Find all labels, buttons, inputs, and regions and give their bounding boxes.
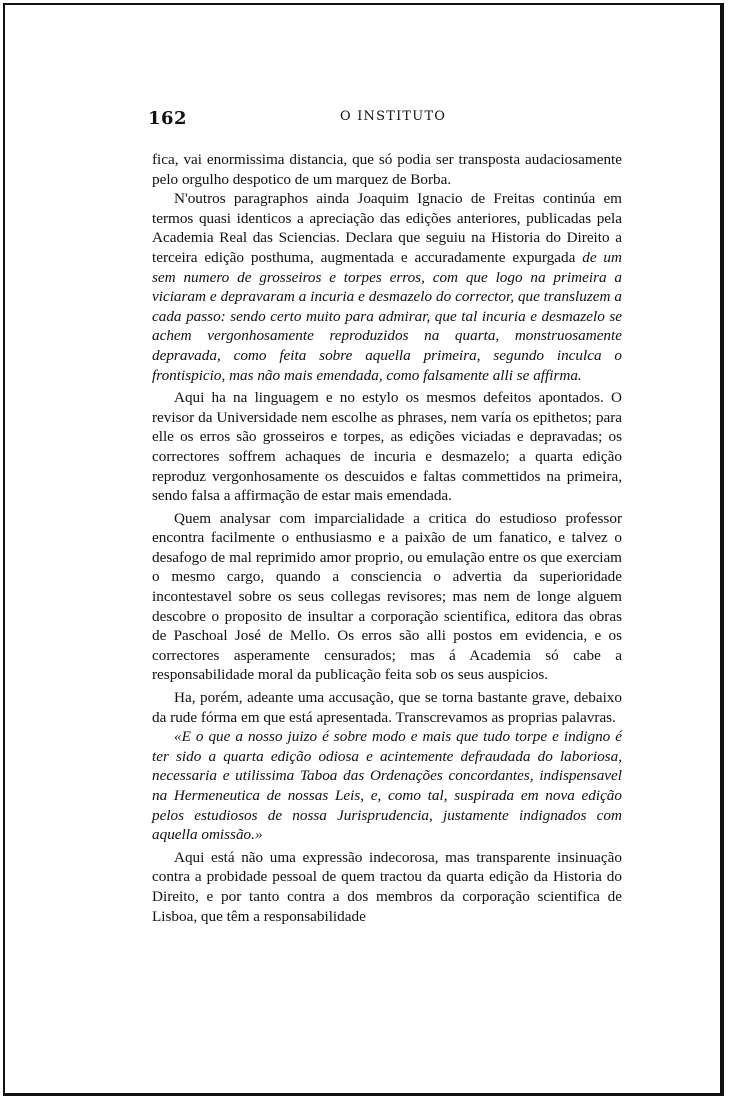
page-number: 162 <box>148 108 188 129</box>
paragraph-2 <box>152 189 622 385</box>
paragraph-text: fica, vai enormissima distancia, que só podia ser transposta audaciosamente pelo orgulho despotico de um marquez de Borba. <box>152 151 622 188</box>
paragraph-1 <box>152 150 622 189</box>
document-page <box>140 100 630 1000</box>
page-header <box>140 100 630 136</box>
paragraph-text: Aqui ha na linguagem e no estylo os mesmos defeitos apontados. O revisor da Universidade nem escolhe as phrases, nem varía os epithetos; para elle os erros são grosseiros e torpes, as edições viciadas e depravadas; os correctores soffrem achaques de incuria e desmazelo; a quarta edição reproduz vergonhosamente os descuidos e faltas commettidos na primeira, sendo falsa a affirmação de estar mais emendada. <box>152 389 622 505</box>
paragraph-text: Ha, porém, adeante uma accusação, que se torna bastante grave, debaixo da rude fórma em que está apresentada. Transcrevamos as proprias palavras. <box>152 689 622 726</box>
body-text <box>152 150 622 926</box>
paragraph-text: Aqui está não uma expressão indecorosa, mas transparente insinuação contra a probidade pessoal de quem tractou da quarta edição da Historia do Direito, e por tanto contra a dos membros da corporação scientifica de Lisboa, que têm a responsabilidade <box>152 848 622 925</box>
paragraph-4 <box>152 509 622 685</box>
paragraph-7 <box>152 848 622 926</box>
paragraph-text: Quem analysar com imparcialidade a critica do estudioso professor encontra facilmente o enthusiasmo e a paixão de um fanatico, e talvez o desafogo de mal reprimido amor proprio, ou emulação entre os que exerciam o mesmo cargo, quando a consciencia o advertia da superioridade incontestavel sobre os seus collegas revisores; mas nem de longe alguem descobre o proposito de insultar a corporação scientifica, editora das obras de Paschoal José de Mello. Os erros são alli postos em evidencia, e os correctores asperamente censurados; mas á Academia só cabe a responsabilidade moral da publicação feita sob os seus auspicios. <box>152 509 622 684</box>
italic-quote: de um sem numero de grosseiros e torpes erros, com que logo na primeira a viciaram e depravaram a incuria e desmazelo do corrector, que transluzem a cada passo: sendo certo muito para admirar, que tal incuria e desmazelo se achem vergonhosamente reproduzidos na quarta, monstruosamente depravada, como feita sobre aquella primeira, segundo inculca o frontispicio, mas não mais emendada, como falsamente alli se affirma. <box>152 248 622 384</box>
italic-quote: «E o que a nosso juizo é sobre modo e mais que tudo torpe e indigno é ter sido a quarta edição odiosa e acintemente defraudada do laboriosa, necessaria e utilissima Taboa das Ordenações concordantes, indispensavel na Hermeneutica de nossas Leis, e, como tal, suspirada em nova edição pelos estudiosos de nossa Jurisprudencia, justamente indignados com aquella omissão.» <box>152 728 622 844</box>
paragraph-3 <box>152 388 622 506</box>
paragraph-text: N'outros paragraphos ainda Joaquim Ignacio de Freitas continúa em termos quasi identicos a apreciação das edições anteriores, publicadas pela Academia Real das Sciencias. Declara que seguiu na Historia do Direito a terceira edição posthuma, augmentada e accuradamente expurgada <box>152 190 622 266</box>
running-head: O INSTITUTO <box>340 109 447 124</box>
paragraph-5 <box>152 688 622 727</box>
paragraph-6-quotation <box>152 727 622 845</box>
